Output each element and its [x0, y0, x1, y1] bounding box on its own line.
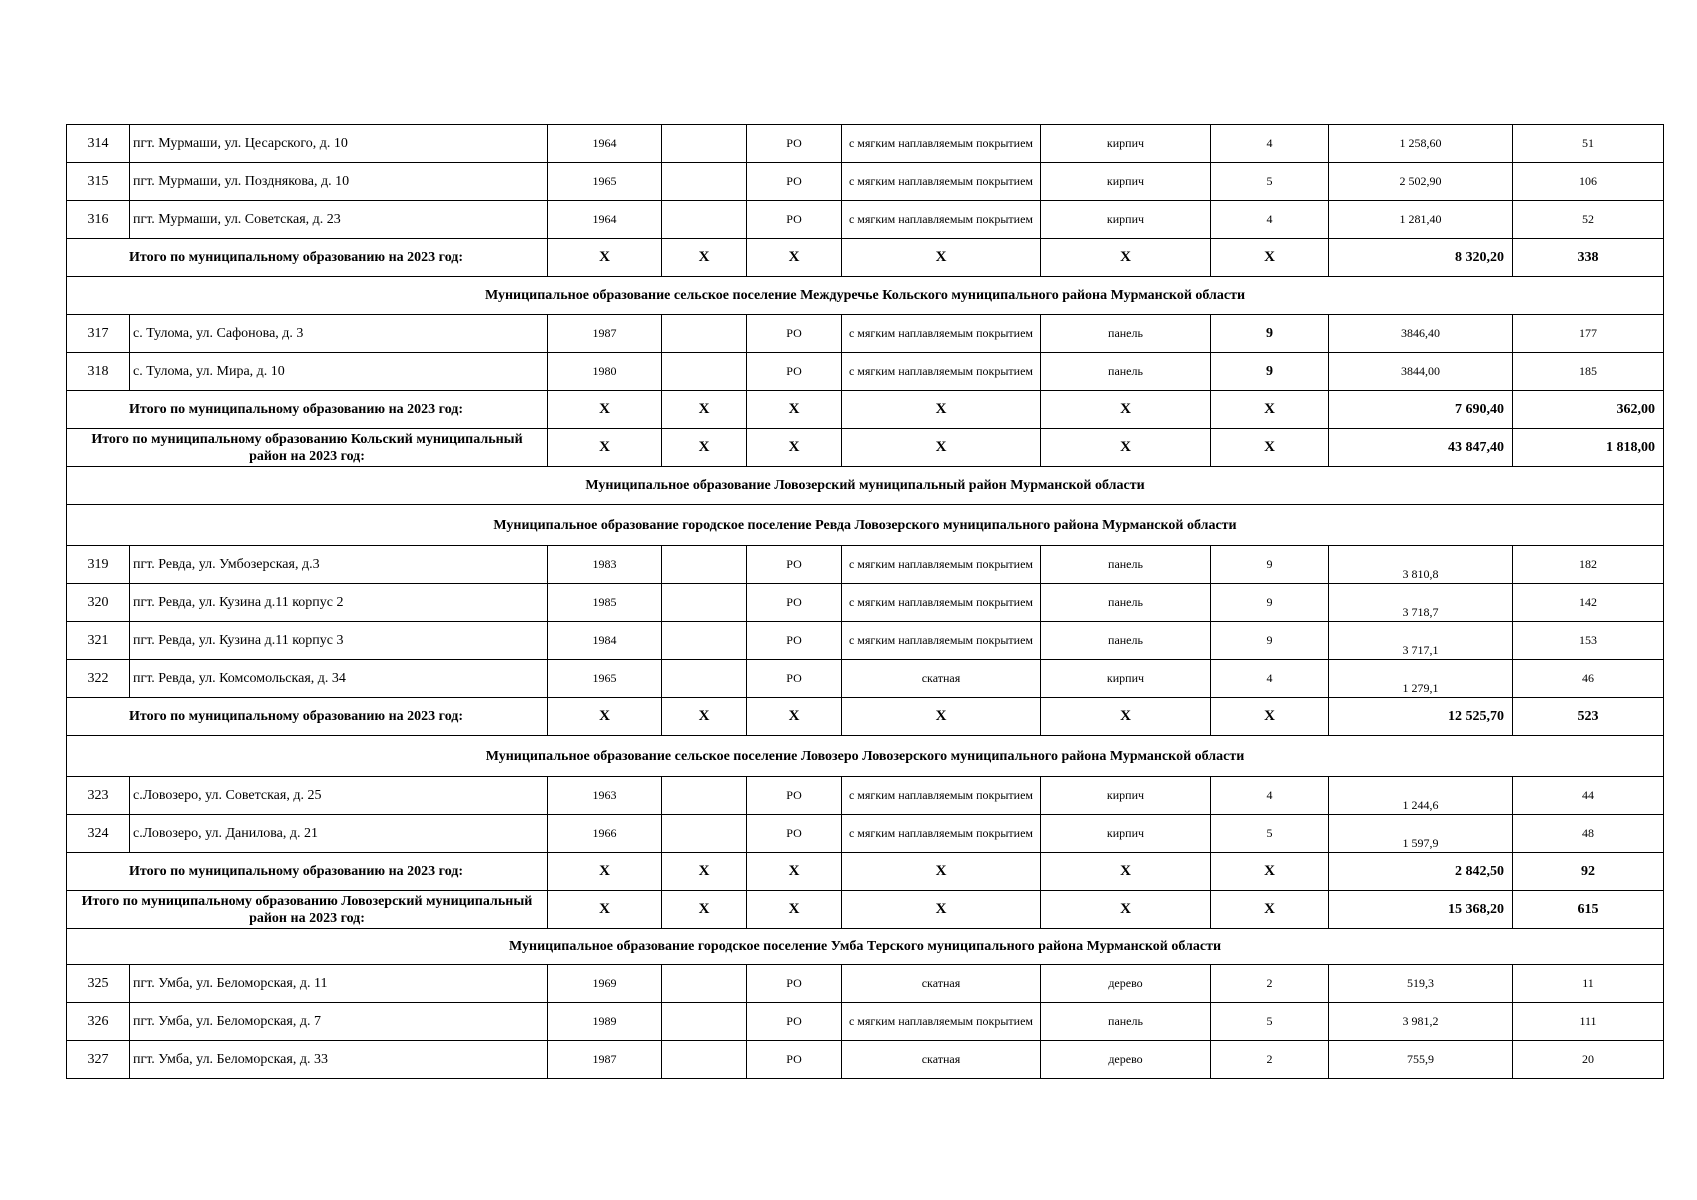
wall-material-cell: дерево: [1041, 965, 1211, 1003]
x-mark-cell: X: [1041, 429, 1211, 467]
roof-type-cell: с мягким наплавляемым покрытием: [842, 584, 1041, 622]
total-area-cell: 7 690,40: [1329, 391, 1513, 429]
residents-cell: 11: [1513, 965, 1664, 1003]
total-label: Итого по муниципальному образованию на 2023 год:: [67, 391, 548, 429]
x-mark-cell: X: [662, 891, 747, 929]
ownership-cell: РО: [747, 353, 842, 391]
roof-type-cell: с мягким наплавляемым покрытием: [842, 815, 1041, 853]
x-mark-cell: X: [1211, 853, 1329, 891]
section-title: Муниципальное образование городское поселение Ревда Ловозерского муниципального района Мурманской области: [67, 505, 1664, 546]
year-cell: 1965: [548, 163, 662, 201]
roof-type-cell: с мягким наплавляемым покрытием: [842, 546, 1041, 584]
x-mark-cell: X: [842, 891, 1041, 929]
blank-cell: [662, 125, 747, 163]
blank-cell: [662, 1041, 747, 1079]
total-label: Итого по муниципальному образованию на 2023 год:: [67, 853, 548, 891]
ownership-cell: РО: [747, 125, 842, 163]
residents-cell: 48: [1513, 815, 1664, 853]
wall-material-cell: кирпич: [1041, 777, 1211, 815]
address-cell: пгт. Умба, ул. Беломорская, д. 11: [130, 965, 548, 1003]
total-residents-cell: 615: [1513, 891, 1664, 929]
total-residents-cell: 523: [1513, 698, 1664, 736]
roof-type-cell: с мягким наплавляемым покрытием: [842, 315, 1041, 353]
row-number: 315: [67, 163, 130, 201]
total-label: Итого по муниципальному образованию Ловозерский муниципальный район на 2023 год:: [67, 891, 548, 929]
blank-cell: [662, 315, 747, 353]
year-cell: 1964: [548, 125, 662, 163]
floors-cell: 9: [1211, 315, 1329, 353]
address-cell: с. Тулома, ул. Мира, д. 10: [130, 353, 548, 391]
roof-type-cell: с мягким наплавляемым покрытием: [842, 125, 1041, 163]
year-cell: 1965: [548, 660, 662, 698]
floors-cell: 5: [1211, 815, 1329, 853]
x-mark-cell: X: [662, 429, 747, 467]
wall-material-cell: панель: [1041, 584, 1211, 622]
floors-cell: 5: [1211, 163, 1329, 201]
total-label: Итого по муниципальному образованию на 2023 год:: [67, 698, 548, 736]
section-title: Муниципальное образование Ловозерский муниципальный район Мурманской области: [67, 467, 1664, 505]
floors-cell: 9: [1211, 584, 1329, 622]
residents-cell: 44: [1513, 777, 1664, 815]
roof-type-cell: с мягким наплавляемым покрытием: [842, 622, 1041, 660]
ownership-cell: РО: [747, 163, 842, 201]
residents-cell: 177: [1513, 315, 1664, 353]
total-label: Итого по муниципальному образованию Кольский муниципальный район на 2023 год:: [67, 429, 548, 467]
roof-type-cell: скатная: [842, 1041, 1041, 1079]
roof-type-cell: с мягким наплавляемым покрытием: [842, 1003, 1041, 1041]
total-residents-cell: 362,00: [1513, 391, 1664, 429]
x-mark-cell: X: [1211, 891, 1329, 929]
wall-material-cell: дерево: [1041, 1041, 1211, 1079]
total-row: [67, 239, 1664, 277]
x-mark-cell: X: [747, 239, 842, 277]
table-row: [67, 965, 1664, 1003]
section-header-row: [67, 277, 1664, 315]
wall-material-cell: кирпич: [1041, 815, 1211, 853]
total-area-cell: 15 368,20: [1329, 891, 1513, 929]
row-number: 322: [67, 660, 130, 698]
year-cell: 1980: [548, 353, 662, 391]
roof-type-cell: с мягким наплавляемым покрытием: [842, 163, 1041, 201]
blank-cell: [662, 1003, 747, 1041]
x-mark-cell: X: [747, 698, 842, 736]
residents-cell: 46: [1513, 660, 1664, 698]
row-number: 318: [67, 353, 130, 391]
section-header-row: [67, 736, 1664, 777]
area-cell: 755,9: [1329, 1041, 1513, 1079]
residents-cell: 106: [1513, 163, 1664, 201]
address-cell: пгт. Ревда, ул. Комсомольская, д. 34: [130, 660, 548, 698]
area-cell: 1 597,9: [1329, 815, 1513, 853]
table-row: [67, 1041, 1664, 1079]
ownership-cell: РО: [747, 201, 842, 239]
area-cell: 3 717,1: [1329, 622, 1513, 660]
x-mark-cell: X: [842, 853, 1041, 891]
x-mark-cell: X: [662, 239, 747, 277]
roof-type-cell: с мягким наплавляемым покрытием: [842, 201, 1041, 239]
area-cell: 3 981,2: [1329, 1003, 1513, 1041]
x-mark-cell: X: [662, 391, 747, 429]
total-row: [67, 853, 1664, 891]
x-mark-cell: X: [548, 239, 662, 277]
table-row: [67, 163, 1664, 201]
area-cell: 3 810,8: [1329, 546, 1513, 584]
blank-cell: [662, 622, 747, 660]
x-mark-cell: X: [747, 391, 842, 429]
x-mark-cell: X: [747, 891, 842, 929]
address-cell: пгт. Умба, ул. Беломорская, д. 7: [130, 1003, 548, 1041]
total-residents-cell: 338: [1513, 239, 1664, 277]
blank-cell: [662, 815, 747, 853]
residents-cell: 185: [1513, 353, 1664, 391]
table-row: [67, 546, 1664, 584]
roof-type-cell: скатная: [842, 965, 1041, 1003]
x-mark-cell: X: [662, 853, 747, 891]
wall-material-cell: панель: [1041, 622, 1211, 660]
x-mark-cell: X: [1041, 391, 1211, 429]
ownership-cell: РО: [747, 315, 842, 353]
year-cell: 1985: [548, 584, 662, 622]
ownership-cell: РО: [747, 815, 842, 853]
wall-material-cell: панель: [1041, 1003, 1211, 1041]
floors-cell: 9: [1211, 353, 1329, 391]
year-cell: 1969: [548, 965, 662, 1003]
year-cell: 1987: [548, 315, 662, 353]
address-cell: пгт. Мурмаши, ул. Советская, д. 23: [130, 201, 548, 239]
year-cell: 1963: [548, 777, 662, 815]
area-cell: 2 502,90: [1329, 163, 1513, 201]
floors-cell: 4: [1211, 201, 1329, 239]
floors-cell: 2: [1211, 1041, 1329, 1079]
address-cell: пгт. Мурмаши, ул. Цесарского, д. 10: [130, 125, 548, 163]
x-mark-cell: X: [1041, 891, 1211, 929]
x-mark-cell: X: [1211, 391, 1329, 429]
x-mark-cell: X: [1041, 239, 1211, 277]
year-cell: 1964: [548, 201, 662, 239]
x-mark-cell: X: [548, 853, 662, 891]
x-mark-cell: X: [842, 239, 1041, 277]
address-cell: с. Тулома, ул. Сафонова, д. 3: [130, 315, 548, 353]
residents-cell: 51: [1513, 125, 1664, 163]
total-residents-cell: 1 818,00: [1513, 429, 1664, 467]
row-number: 323: [67, 777, 130, 815]
residents-cell: 52: [1513, 201, 1664, 239]
ownership-cell: РО: [747, 965, 842, 1003]
total-residents-cell: 92: [1513, 853, 1664, 891]
total-row: [67, 698, 1664, 736]
address-cell: пгт. Ревда, ул. Умбозерская, д.3: [130, 546, 548, 584]
x-mark-cell: X: [842, 698, 1041, 736]
table-row: [67, 201, 1664, 239]
address-cell: пгт. Ревда, ул. Кузина д.11 корпус 2: [130, 584, 548, 622]
x-mark-cell: X: [1211, 698, 1329, 736]
floors-cell: 9: [1211, 622, 1329, 660]
table-row: [67, 815, 1664, 853]
section-title: Муниципальное образование городское поселение Умба Терского муниципального района Мурманской области: [67, 929, 1664, 965]
floors-cell: 9: [1211, 546, 1329, 584]
total-area-cell: 12 525,70: [1329, 698, 1513, 736]
year-cell: 1983: [548, 546, 662, 584]
floors-cell: 2: [1211, 965, 1329, 1003]
row-number: 324: [67, 815, 130, 853]
total-area-cell: 43 847,40: [1329, 429, 1513, 467]
total-area-cell: 2 842,50: [1329, 853, 1513, 891]
total-area-cell: 8 320,20: [1329, 239, 1513, 277]
table-row: [67, 622, 1664, 660]
x-mark-cell: X: [1041, 698, 1211, 736]
x-mark-cell: X: [1211, 239, 1329, 277]
x-mark-cell: X: [842, 391, 1041, 429]
year-cell: 1966: [548, 815, 662, 853]
floors-cell: 5: [1211, 1003, 1329, 1041]
ownership-cell: РО: [747, 584, 842, 622]
section-title: Муниципальное образование сельское поселение Ловозеро Ловозерского муниципального района Мурманской области: [67, 736, 1664, 777]
blank-cell: [662, 777, 747, 815]
row-number: 326: [67, 1003, 130, 1041]
x-mark-cell: X: [842, 429, 1041, 467]
residents-cell: 111: [1513, 1003, 1664, 1041]
residents-cell: 182: [1513, 546, 1664, 584]
x-mark-cell: X: [747, 429, 842, 467]
roof-type-cell: скатная: [842, 660, 1041, 698]
area-cell: 1 279,1: [1329, 660, 1513, 698]
blank-cell: [662, 660, 747, 698]
wall-material-cell: панель: [1041, 353, 1211, 391]
wall-material-cell: кирпич: [1041, 163, 1211, 201]
total-row: [67, 891, 1664, 929]
wall-material-cell: кирпич: [1041, 125, 1211, 163]
area-cell: 1 281,40: [1329, 201, 1513, 239]
ownership-cell: РО: [747, 660, 842, 698]
section-header-row: [67, 467, 1664, 505]
row-number: 325: [67, 965, 130, 1003]
roof-type-cell: с мягким наплавляемым покрытием: [842, 353, 1041, 391]
total-label: Итого по муниципальному образованию на 2023 год:: [67, 239, 548, 277]
row-number: 320: [67, 584, 130, 622]
row-number: 327: [67, 1041, 130, 1079]
section-header-row: [67, 505, 1664, 546]
table-row: [67, 1003, 1664, 1041]
table-row: [67, 125, 1664, 163]
blank-cell: [662, 353, 747, 391]
residents-cell: 20: [1513, 1041, 1664, 1079]
address-cell: пгт. Умба, ул. Беломорская, д. 33: [130, 1041, 548, 1079]
ownership-cell: РО: [747, 546, 842, 584]
table-row: [67, 315, 1664, 353]
floors-cell: 4: [1211, 660, 1329, 698]
table-row: [67, 584, 1664, 622]
address-cell: с.Ловозеро, ул. Советская, д. 25: [130, 777, 548, 815]
address-cell: пгт. Ревда, ул. Кузина д.11 корпус 3: [130, 622, 548, 660]
table-row: [67, 660, 1664, 698]
x-mark-cell: X: [548, 891, 662, 929]
year-cell: 1984: [548, 622, 662, 660]
residents-cell: 142: [1513, 584, 1664, 622]
area-cell: 519,3: [1329, 965, 1513, 1003]
year-cell: 1989: [548, 1003, 662, 1041]
area-cell: 3846,40: [1329, 315, 1513, 353]
table-row: [67, 777, 1664, 815]
blank-cell: [662, 546, 747, 584]
row-number: 319: [67, 546, 130, 584]
blank-cell: [662, 965, 747, 1003]
x-mark-cell: X: [662, 698, 747, 736]
address-cell: с.Ловозеро, ул. Данилова, д. 21: [130, 815, 548, 853]
area-cell: 1 244,6: [1329, 777, 1513, 815]
row-number: 317: [67, 315, 130, 353]
floors-cell: 4: [1211, 777, 1329, 815]
table-row: [67, 353, 1664, 391]
floors-cell: 4: [1211, 125, 1329, 163]
wall-material-cell: панель: [1041, 315, 1211, 353]
total-row: [67, 429, 1664, 467]
wall-material-cell: панель: [1041, 546, 1211, 584]
table-body: [67, 125, 1664, 1079]
housing-register-table: [66, 124, 1664, 1079]
row-number: 321: [67, 622, 130, 660]
x-mark-cell: X: [747, 853, 842, 891]
x-mark-cell: X: [548, 429, 662, 467]
area-cell: 3 718,7: [1329, 584, 1513, 622]
residents-cell: 153: [1513, 622, 1664, 660]
section-header-row: [67, 929, 1664, 965]
section-title: Муниципальное образование сельское поселение Междуречье Кольского муниципального района Мурманской области: [67, 277, 1664, 315]
area-cell: 1 258,60: [1329, 125, 1513, 163]
wall-material-cell: кирпич: [1041, 201, 1211, 239]
ownership-cell: РО: [747, 1003, 842, 1041]
x-mark-cell: X: [1211, 429, 1329, 467]
ownership-cell: РО: [747, 777, 842, 815]
ownership-cell: РО: [747, 622, 842, 660]
blank-cell: [662, 584, 747, 622]
address-cell: пгт. Мурмаши, ул. Позднякова, д. 10: [130, 163, 548, 201]
wall-material-cell: кирпич: [1041, 660, 1211, 698]
x-mark-cell: X: [548, 391, 662, 429]
x-mark-cell: X: [1041, 853, 1211, 891]
blank-cell: [662, 201, 747, 239]
area-cell: 3844,00: [1329, 353, 1513, 391]
row-number: 316: [67, 201, 130, 239]
roof-type-cell: с мягким наплавляемым покрытием: [842, 777, 1041, 815]
total-row: [67, 391, 1664, 429]
blank-cell: [662, 163, 747, 201]
x-mark-cell: X: [548, 698, 662, 736]
ownership-cell: РО: [747, 1041, 842, 1079]
row-number: 314: [67, 125, 130, 163]
year-cell: 1987: [548, 1041, 662, 1079]
